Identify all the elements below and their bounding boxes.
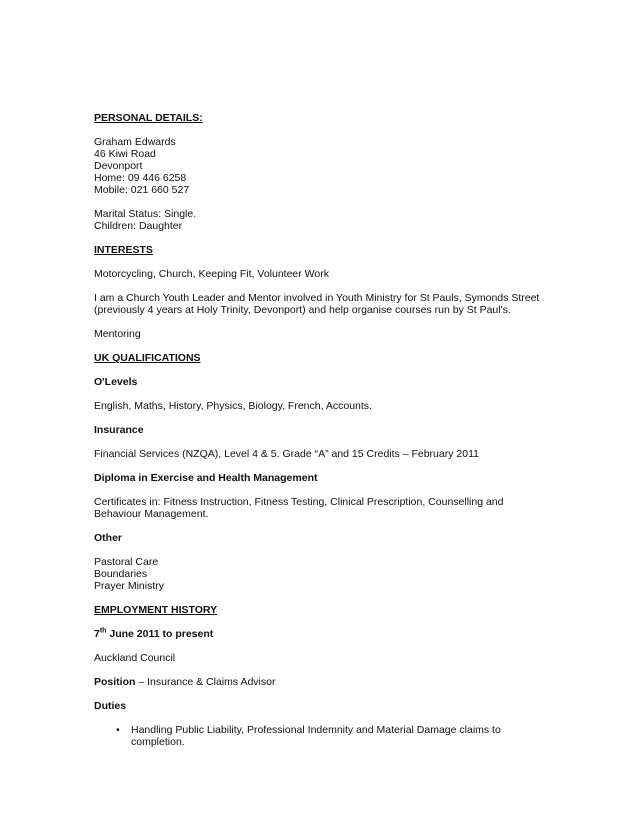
other-title: Other bbox=[94, 532, 123, 544]
address-line-2: Devonport bbox=[94, 160, 143, 172]
interests-list: Motorcycling, Church, Keeping Fit, Volunteer Work bbox=[94, 268, 329, 280]
mobile-phone: Mobile: 021 660 527 bbox=[94, 184, 190, 196]
other-item: Prayer Ministry bbox=[94, 580, 165, 592]
home-phone: Home: 09 446 6258 bbox=[94, 172, 187, 184]
other-item: Pastoral Care bbox=[94, 556, 159, 568]
date-day: 7 bbox=[94, 628, 100, 640]
other-item: Boundaries bbox=[94, 568, 148, 580]
cv-content bbox=[94, 112, 564, 748]
employer: Auckland Council bbox=[94, 652, 176, 664]
duties-title: Duties bbox=[94, 700, 127, 712]
employment-history-heading: EMPLOYMENT HISTORY bbox=[94, 604, 218, 616]
position-label: Position bbox=[94, 676, 136, 688]
duty-line-1: Handling Public Liability, Professional Indemnity and Material Damage claims to bbox=[131, 724, 501, 736]
diploma-line-2: Behaviour Management. bbox=[94, 508, 209, 520]
diploma-title: Diploma in Exercise and Health Management bbox=[94, 472, 318, 484]
olevels-title: O'Levels bbox=[94, 376, 138, 388]
position-value: – Insurance & Claims Advisor bbox=[135, 676, 276, 688]
position bbox=[94, 676, 564, 688]
insurance-title: Insurance bbox=[94, 424, 144, 436]
uk-qualifications-heading: UK QUALIFICATIONS bbox=[94, 352, 201, 364]
children: Children: Daughter bbox=[94, 220, 183, 232]
bullet-icon: • bbox=[116, 724, 120, 736]
marital-status: Marital Status: Single. bbox=[94, 208, 197, 220]
duty-line-2: completion. bbox=[131, 736, 185, 748]
address-line-1: 46 Kiwi Road bbox=[94, 148, 156, 160]
duty-item bbox=[94, 724, 564, 748]
date-rest: June 2011 to present bbox=[106, 628, 214, 640]
interests-paragraph-line-1: I am a Church Youth Leader and Mentor involved in Youth Ministry for St Pauls, Symonds Street bbox=[94, 292, 540, 304]
date-ordinal: th bbox=[99, 627, 107, 635]
mentoring: Mentoring bbox=[94, 328, 141, 340]
duties-list bbox=[94, 724, 564, 748]
employment-date bbox=[94, 628, 564, 640]
interests-heading: INTERESTS bbox=[94, 244, 153, 256]
olevels-list: English, Maths, History, Physics, Biology, French, Accounts. bbox=[94, 400, 372, 412]
personal-details-heading: PERSONAL DETAILS: bbox=[94, 112, 203, 124]
insurance-detail: Financial Services (NZQA), Level 4 & 5. Grade “A” and 15 Credits – February 2011 bbox=[94, 448, 479, 460]
name: Graham Edwards bbox=[94, 136, 176, 148]
diploma-line-1: Certificates in: Fitness Instruction, Fitness Testing, Clinical Prescription, Counselling and bbox=[94, 496, 504, 508]
interests-paragraph-line-2: (previously 4 years at Holy Trinity, Devonport) and help organise courses run by St Paul's. bbox=[94, 304, 511, 316]
